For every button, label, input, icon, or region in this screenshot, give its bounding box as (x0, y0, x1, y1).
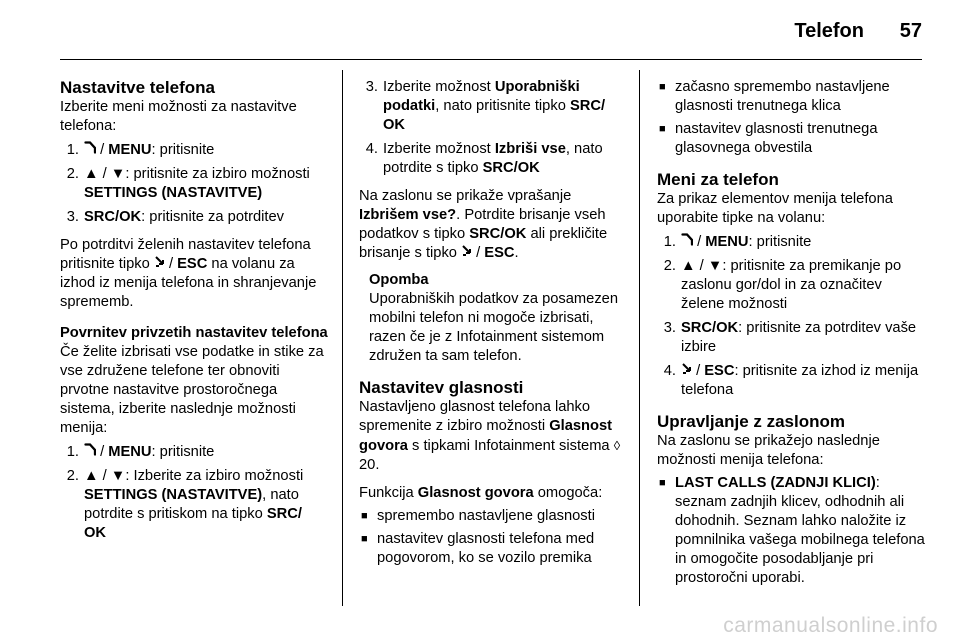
list-item: 3. SRC/OK: pritisnite za potrditev vaše izbire (663, 320, 917, 355)
arrow-down-icon: ▼ (110, 468, 126, 484)
list-item: ■ začasno spremembo nastavljene glasnosti trenutnega klica (659, 79, 890, 114)
list-item: 1. / MENU: pritisnite (66, 444, 215, 460)
list-item: ■ nastavitev glasnosti trenutnega glasovnega obvestila (659, 121, 878, 156)
section-heading: Upravljanje z zaslonom (657, 412, 845, 431)
list-item: 4. / ESC: pritisnite za izhod iz menija telefona (663, 363, 919, 398)
list-item: 2. ▲ / ▼: pritisnite za premikanje po zaslonu gor/dol in za označitev želene možnosti (663, 258, 902, 312)
paragraph: Za prikaz elementov menija telefona uporabite tipke na volanu: (657, 191, 893, 226)
list-item: 3. Izberite možnost Uporabniški podatki, nato pritisnite tipko SRC/ OK (365, 79, 606, 133)
page-ref[interactable]: 20 (359, 457, 376, 473)
section-heading: Nastavitve telefona (60, 78, 215, 97)
column-1 (60, 78, 328, 543)
list-item: 2. ▲ / ▼: Izberite za izbiro možnosti SETTINGS (NASTAVITVE), nato potrdite s pritiskom na tipko SRC/ OK (66, 468, 304, 541)
list-item: 1. / MENU: pritisnite (66, 142, 215, 158)
end-call-icon (461, 244, 472, 257)
page-header (60, 0, 922, 60)
section-heading: Nastavitev glasnosti (359, 378, 524, 397)
watermark: carmanualsonline.info (723, 614, 938, 637)
paragraph: Če želite izbrisati vse podatke in stike za vse združene telefone ter obnoviti prvotne nastavitve prostoročnega sistema, izberite naslednje možnosti menija: (60, 344, 324, 436)
step-list (359, 78, 627, 178)
list-item: ■ LAST CALLS (ZADNJI KLICI): seznam zadnjih klicev, odhodnih ali dohodnih. Seznam lahko naložite iz pomnilnika vašega mobilnega telefona in omogočite posodabljanje pri prostoročni uporabi. (659, 475, 925, 586)
step-list (657, 233, 925, 400)
page-number: 57 (899, 20, 922, 42)
note-title: Opomba (369, 272, 429, 288)
bullet-icon: ■ (659, 477, 666, 489)
bullet-icon: ■ (361, 510, 368, 522)
running-title: Telefon (794, 20, 864, 42)
list-item: 4. Izberite možnost Izbriši vse, nato potrdite s tipko SRC/OK (365, 141, 603, 176)
arrow-up-icon: ▲ (84, 166, 99, 182)
end-call-icon (154, 255, 165, 268)
section-heading: Meni za telefon (657, 170, 779, 189)
list-item: ■ spremembo nastavljene glasnosti (361, 508, 595, 524)
column-divider (639, 70, 640, 606)
step-list (60, 443, 328, 543)
paragraph: Nastavljeno glasnost telefona lahko spremenite z izbiro možnosti Glasnost govora s tipkami Infotainment sistema ◊ 20. (359, 399, 621, 473)
bullet-icon: ■ (361, 533, 368, 545)
paragraph: Na zaslonu se prikaže vprašanje Izbrišem vse?. Potrdite brisanje vseh podatkov s tipko SRC/OK ali prekličite brisanje s tipko / ESC. (359, 188, 608, 261)
page-ref-icon: ◊ (613, 438, 621, 453)
arrow-down-icon: ▼ (707, 258, 723, 274)
list-item: 1. / MENU: pritisnite (663, 234, 812, 250)
arrow-down-icon: ▼ (110, 166, 126, 182)
column-divider (342, 70, 343, 606)
note-text: Uporabniških podatkov za posamezen mobilni telefon ni mogoče izbrisati, razen če je z Infotainment sistemom združen ta sam telefon. (369, 291, 619, 364)
column-3 (657, 78, 925, 588)
bullet-icon: ■ (659, 81, 666, 93)
note-box (369, 271, 627, 366)
end-call-icon (681, 362, 692, 375)
bullet-list (657, 474, 925, 588)
paragraph: Izberite meni možnosti za nastavitve telefona: (60, 99, 297, 134)
phone-icon (84, 443, 96, 456)
paragraph: Funkcija Glasnost govora omogoča: (359, 485, 603, 501)
bullet-list (359, 507, 627, 568)
list-item: ■ nastavitev glasnosti telefona med pogovorom, ko se vozilo premika (361, 531, 595, 566)
arrow-up-icon: ▲ (681, 258, 696, 274)
paragraph: Po potrditvi želenih nastavitev telefona pritisnite tipko / ESC na volanu za izhod iz menija telefona in shranjevanje sprememb. (60, 237, 317, 310)
phone-icon (681, 233, 693, 246)
arrow-up-icon: ▲ (84, 468, 99, 484)
list-item: 2. ▲ / ▼: pritisnite za izbiro možnosti SETTINGS (NASTAVITVE) (66, 166, 310, 201)
bullet-icon: ■ (659, 123, 666, 135)
sub-heading: Povrnitev privzetih nastavitev telefona (60, 325, 328, 341)
bullet-list (657, 78, 925, 158)
column-2 (359, 78, 627, 568)
list-item: 3. SRC/OK: pritisnite za potrditev (66, 209, 284, 225)
paragraph: Na zaslonu se prikažejo naslednje možnosti menija telefona: (657, 433, 880, 468)
step-list (60, 141, 328, 227)
phone-icon (84, 141, 96, 154)
